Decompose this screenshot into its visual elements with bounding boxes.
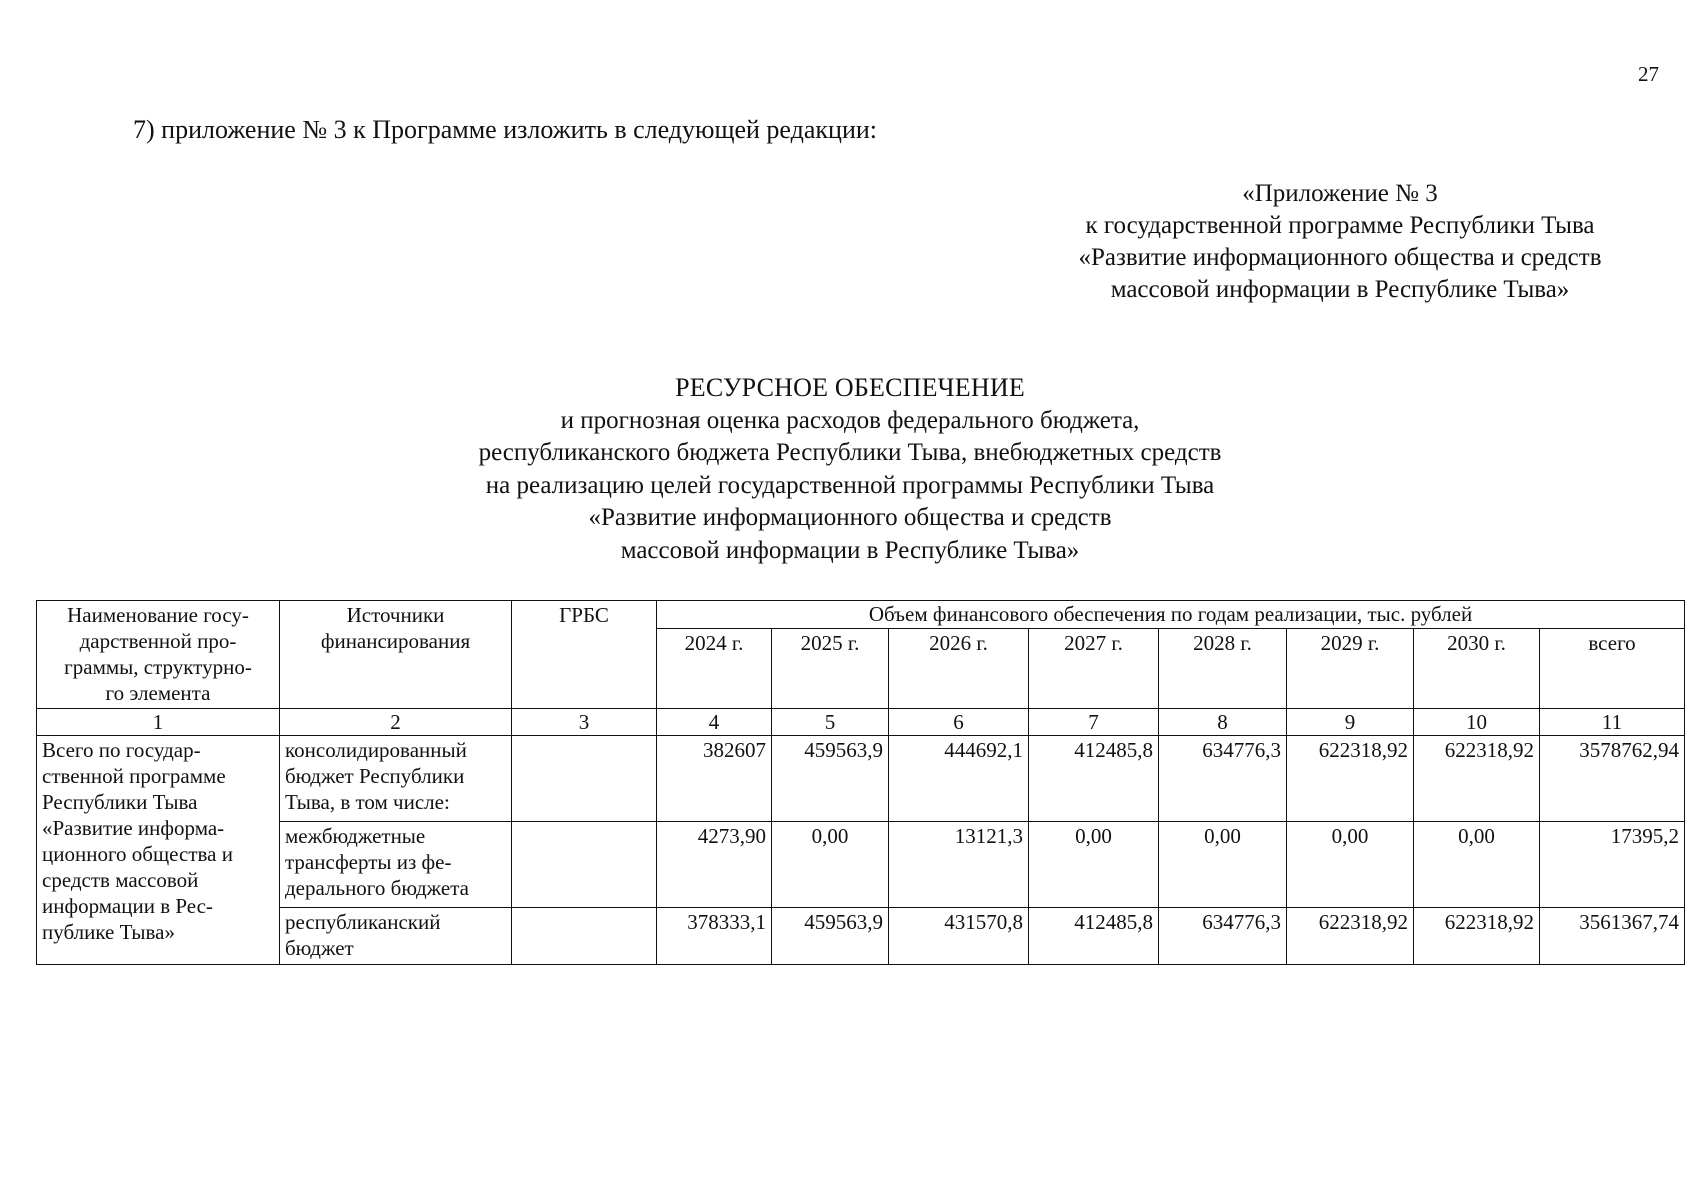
header-total-cell: всего: [1540, 629, 1685, 709]
header-year-cell: 2024 г.: [657, 629, 772, 709]
value-cell: 13121,3: [889, 822, 1029, 908]
appendix-line: «Развитие информационного общества и средств: [1078, 244, 1602, 271]
source-line: бюджет: [285, 936, 354, 960]
appendix-header: [1030, 178, 1650, 306]
source-line: дерального бюджета: [285, 876, 469, 900]
value-cell: 0,00: [772, 822, 889, 908]
source-line: Тыва, в том числе:: [285, 790, 450, 814]
value-cell: 0,00: [1287, 822, 1414, 908]
value-cell: 459563,9: [772, 736, 889, 822]
value-cell: 412485,8: [1029, 908, 1159, 965]
source-line: трансферты из фе-: [285, 850, 452, 874]
value-cell: 382607: [657, 736, 772, 822]
value-cell: 412485,8: [1029, 736, 1159, 822]
header-source-line: Источники: [346, 603, 445, 627]
page-number: 27: [1638, 62, 1659, 86]
program-name-line: Всего по государ-: [42, 738, 201, 762]
header-year-cell: 2030 г.: [1414, 629, 1540, 709]
value-cell: 0,00: [1159, 822, 1287, 908]
source-cell: [280, 908, 512, 965]
program-name-line: информации в Рес-: [42, 894, 213, 918]
grbs-cell: [512, 908, 657, 965]
header-grbs-cell: ГРБС: [512, 601, 657, 709]
header-year-cell: 2025 г.: [772, 629, 889, 709]
resource-table: [36, 600, 1685, 965]
header-source-line: финансирования: [320, 629, 471, 653]
column-index-cell: 4: [657, 709, 772, 736]
column-index-cell: 6: [889, 709, 1029, 736]
title-line: республиканского бюджета Республики Тыва, внебюджетных средств: [478, 439, 1222, 466]
table-row: [37, 908, 1685, 965]
column-index-row: [37, 709, 1685, 736]
grbs-cell: [512, 736, 657, 822]
program-name-line: ционного общества и: [42, 842, 233, 866]
column-index-cell: 9: [1287, 709, 1414, 736]
column-index-cell: 11: [1540, 709, 1685, 736]
header-year-cell: 2029 г.: [1287, 629, 1414, 709]
table-row: [37, 736, 1685, 822]
column-index-cell: 3: [512, 709, 657, 736]
value-cell: 431570,8: [889, 908, 1029, 965]
value-cell: 634776,3: [1159, 908, 1287, 965]
header-year-cell: 2026 г.: [889, 629, 1029, 709]
column-index-cell: 8: [1159, 709, 1287, 736]
program-name-cell: [37, 736, 280, 965]
header-name-line: го элемента: [105, 681, 211, 705]
value-cell: 0,00: [1414, 822, 1540, 908]
appendix-line: массовой информации в Республике Тыва»: [1110, 276, 1570, 303]
source-line: консолидированный: [285, 738, 467, 762]
title-heading: РЕСУРСНОЕ ОБЕСПЕЧЕНИЕ: [675, 373, 1025, 402]
value-cell: 622318,92: [1287, 908, 1414, 965]
title-line: массовой информации в Республике Тыва»: [620, 536, 1080, 564]
intro-paragraph: 7) приложение № 3 к Программе изложить в следующей редакции:: [133, 115, 877, 144]
value-cell: 378333,1: [657, 908, 772, 965]
value-cell: 0,00: [1029, 822, 1159, 908]
column-index-cell: 1: [37, 709, 280, 736]
source-cell: [280, 736, 512, 822]
header-name-line: Наименование госу-: [67, 603, 249, 627]
source-cell: [280, 822, 512, 908]
value-cell: 622318,92: [1287, 736, 1414, 822]
program-name-line: публике Тыва»: [42, 920, 175, 944]
value-cell: 634776,3: [1159, 736, 1287, 822]
title-line: на реализацию целей государственной программы Республики Тыва: [485, 471, 1215, 499]
header-name-cell: [37, 601, 280, 709]
title-line: «Развитие информационного общества и средств: [588, 504, 1112, 531]
program-name-line: «Развитие информа-: [42, 816, 225, 840]
total-cell: 3561367,74: [1540, 908, 1685, 965]
value-cell: 622318,92: [1414, 908, 1540, 965]
appendix-line: к государственной программе Республики Тыва: [1085, 212, 1595, 239]
table-row: [37, 822, 1685, 908]
table-header-row: [37, 601, 1685, 629]
column-index-cell: 7: [1029, 709, 1159, 736]
program-name-line: ственной программе: [42, 764, 226, 788]
value-cell: 459563,9: [772, 908, 889, 965]
appendix-line: «Приложение № 3: [1242, 180, 1438, 207]
source-line: бюджет Республики: [285, 764, 465, 788]
total-cell: 3578762,94: [1540, 736, 1685, 822]
column-index-cell: 10: [1414, 709, 1540, 736]
header-name-line: граммы, структурно-: [64, 655, 252, 679]
column-index-cell: 2: [280, 709, 512, 736]
grbs-cell: [512, 822, 657, 908]
value-cell: 444692,1: [889, 736, 1029, 822]
column-index-cell: 5: [772, 709, 889, 736]
value-cell: 4273,90: [657, 822, 772, 908]
source-line: межбюджетные: [285, 824, 426, 848]
title-line: и прогнозная оценка расходов федерального бюджета,: [560, 406, 1140, 434]
total-cell: 17395,2: [1540, 822, 1685, 908]
header-source-cell: [280, 601, 512, 709]
program-name-line: Республики Тыва: [42, 790, 198, 814]
document-title: [340, 372, 1360, 567]
program-name-line: средств массовой: [42, 868, 199, 892]
header-volume-cell: Объем финансового обеспечения по годам реализации, тыс. рублей: [657, 601, 1685, 629]
header-year-cell: 2028 г.: [1159, 629, 1287, 709]
value-cell: 622318,92: [1414, 736, 1540, 822]
header-year-cell: 2027 г.: [1029, 629, 1159, 709]
header-name-line: дарственной про-: [79, 629, 237, 653]
source-line: республиканский: [285, 910, 441, 934]
